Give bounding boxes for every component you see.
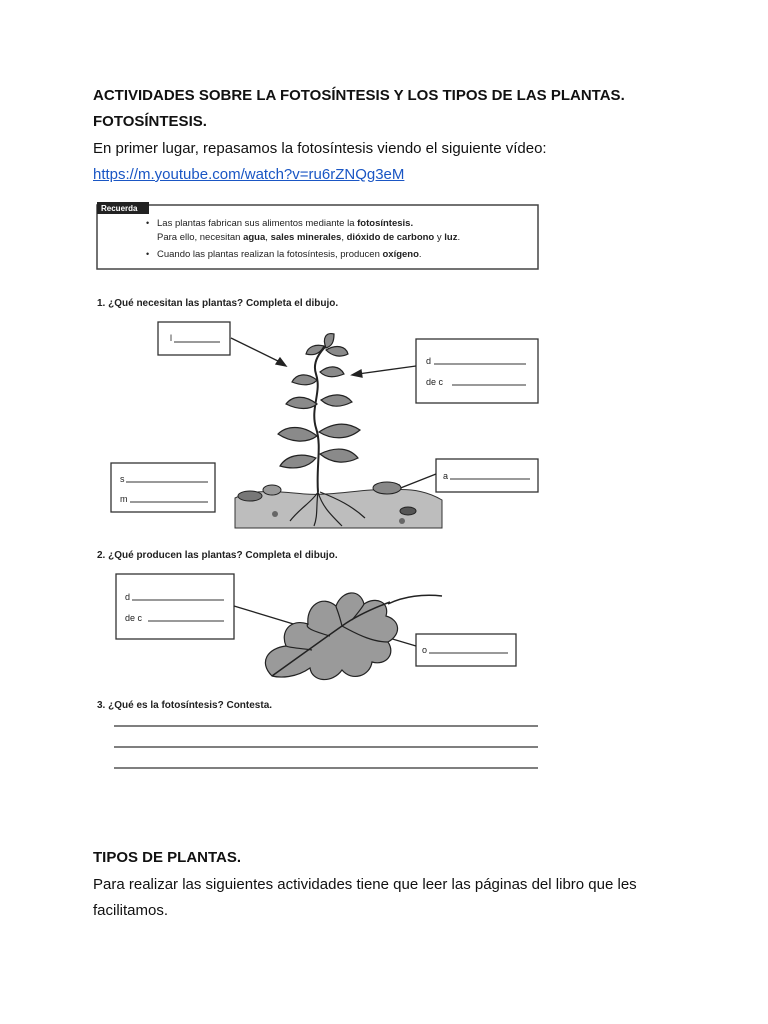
q2-box-d-label: d [125,592,131,602]
recuerda-bullet-1: • [146,218,150,228]
section-text-line-1: Para realizar las siguientes actividades tiene que leer las páginas del libro que les [93,876,637,893]
q1-box-d-label: d [426,356,432,366]
soil-illustration [235,482,442,528]
section-heading-fotosintesis: FOTOSÍNTESIS. [93,113,207,130]
section-text-line-2: facilitamos. [93,902,169,919]
q1-box-sm [111,463,215,512]
section-heading-tipos: TIPOS DE PLANTAS. [93,849,242,866]
q1-box-dec-label: de c [426,377,444,387]
intro-text: En primer lugar, repasamos la fotosíntesis viendo el siguiente vídeo: [93,140,547,157]
q1-box-l-label: l [170,333,172,343]
q3-answer-lines [114,726,538,768]
recuerda-line-2: Para ello, necesitan agua, sales minerales, dióxido de carbono y luz. [157,232,461,243]
q2-box-d [116,574,234,639]
q1-box-l [158,322,230,355]
q1-box-s-label: s [120,474,125,484]
q1-box-a [436,459,538,492]
q1-box-a-label: a [443,471,449,481]
worksheet-image [90,196,550,778]
q2-box-dec-label: de c [125,613,143,623]
question-1: 1. ¿Qué necesitan las plantas? Completa el dibujo. [97,298,339,309]
question-2: 2. ¿Qué producen las plantas? Completa el dibujo. [97,550,338,561]
question-3: 3. ¿Qué es la fotosíntesis? Contesta. [97,700,273,711]
document-title: ACTIVIDADES SOBRE LA FOTOSÍNTESIS Y LOS TIPOS DE LAS PLANTAS. [93,87,625,104]
recuerda-line-1: Las plantas fabrican sus alimentos mediante la fotosíntesis. [157,218,414,229]
q2-box-o [416,634,516,666]
q1-arrows [231,338,436,492]
q1-box-d [416,339,538,403]
q1-box-m-label: m [120,494,128,504]
video-link[interactable]: https://m.youtube.com/watch?v=ru6rZNQg3eM [93,166,405,183]
recuerda-label: Recuerda [101,204,138,213]
q2-box-o-label: o [422,645,428,655]
recuerda-line-3: Cuando las plantas realizan la fotosíntesis, producen oxígeno. [157,249,422,260]
recuerda-bullet-2: • [146,249,150,259]
plant-illustration [278,334,360,492]
